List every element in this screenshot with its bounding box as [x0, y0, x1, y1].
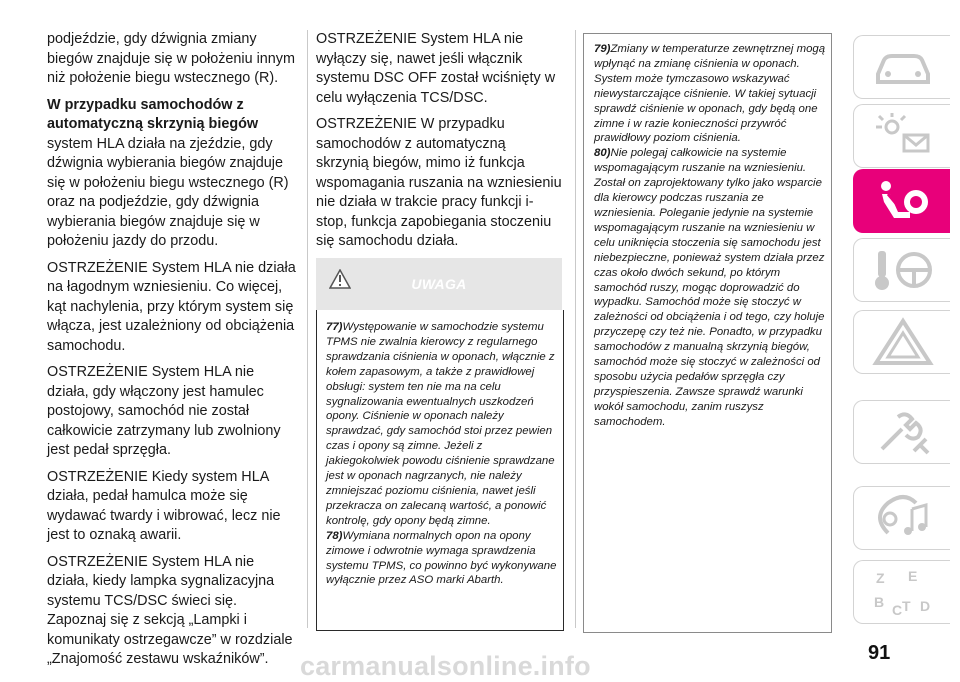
column-divider [575, 30, 576, 628]
index-letters-icon [868, 567, 938, 617]
warning-paragraph: OSTRZEŻENIE System HLA nie wyłączy się, nawet jeśli włącznik systemu DSC OFF został wciśnięty w celu wyłączenia TCS/DSC. [316, 31, 556, 106]
index-letter: T [902, 598, 911, 614]
warning-triangle-icon [868, 317, 938, 367]
car-icon [868, 42, 938, 92]
tab-emergency[interactable] [853, 310, 950, 374]
notes-box [583, 33, 832, 633]
note-number: 80) [594, 147, 611, 160]
column-2 [316, 30, 562, 259]
note-number: 78) [326, 529, 343, 542]
warning-paragraph: OSTRZEŻENIE W przypadku samochodów z automatyczną skrzynią biegów, mimo iż funkcja wspomagania ruszania na wzniesieniu nie działa w trakcie pracy funkcji i-stop, funkcja zapobiegania stoczeniu się samochodu działa. [316, 116, 562, 249]
caution-header [316, 258, 562, 310]
warning-paragraph: OSTRZEŻENIE System HLA nie działa na łagodnym wzniesieniu. Co więcej, kąt nachylenia, przy którym system się włącza, jest uzależniony od obciążenia samochodu. [47, 259, 296, 354]
column-1 [47, 30, 297, 677]
paragraph: system HLA działa na zjeździe, gdy dźwignia wybierania biegów znajduje się w położeniu biegu wstecznego (R) oraz na podjeździe, gdy dźwignia wybierania biegów znajduje się w położeniu jazdy do przodu. [47, 135, 289, 249]
note-text: Nie polegaj całkowicie na systemie wspomagającym ruszanie na wzniesieniu. Został on zaprojektowany tylko jako wsparcie dla kierowcy podczas ruszania ze wzniesienia. Poleganie jedynie na systemie wspomagającym ruszanie na wzniesieniu w celu uniknięcia stoczenia się samochodu jest niebezpieczne, ponieważ system działa przez czas około dwóch sekund, po którym samochód ruszy, mogąc doprowadzić do wypadku. Samochód może się stoczyć w zależności od obciążenia i od tego, czy holuje przyczepę czy też nie. Ponadto, w przypadku samochodów z manualną skrzynią biegów, samochód może się stoczyć w zależności od sposobu użycia pedałów sprzęgła czy przyspieszenia. Zawsze sprawdź warunki wokół samochodu, zanim ruszysz samochodem. [594, 147, 825, 428]
tab-maintenance[interactable] [853, 400, 950, 464]
page-number: 91 [868, 642, 891, 664]
note-78 [326, 529, 558, 589]
tab-multimedia[interactable] [853, 486, 950, 550]
index-letter: C [892, 602, 903, 617]
dashboard-lights-icon [868, 111, 938, 161]
index-letter: B [874, 594, 885, 610]
warning-paragraph: OSTRZEŻENIE System HLA nie działa, kiedy lampka sygnalizacyjna systemu TCS/DSC świeci się. Zapoznaj się z sekcją „Lampki i komunikaty ostrzegawcze” w rozdziale „Znajomość zestawu wskaźników”. [47, 553, 293, 667]
note-text: Zmiany w temperaturze zewnętrznej mogą wpłynąć na zmianę ciśnienia w oponach. System może tymczasowo wskazywać niewystarczające ciśnienie. W takiej sytuacji sprawdź ciśnienie w oponach, gdy będą one zimne i w razie konieczności przywróć prawidłowy poziom ciśnienia. [594, 43, 826, 145]
tab-dashboard[interactable] [853, 104, 950, 168]
note-number: 79) [594, 43, 611, 55]
key-steering-icon [868, 245, 938, 295]
tab-start-driving[interactable] [853, 238, 950, 302]
tab-car[interactable] [853, 35, 950, 99]
note-79 [594, 42, 826, 146]
warning-paragraph: OSTRZEŻENIE Kiedy system HLA działa, pedał hamulca może się wydawać twardy i wibrować, lecz nie jest to oznaką awarii. [47, 468, 281, 543]
note-text: Występowanie w samochodzie systemu TPMS nie zwalnia kierowcy z regularnego sprawdzania ciśnienia w oponach, włącznie z kołem zapasowym, a także z prawidłowej obsługi: system ten nie ma na celu sygnalizowania ewentualnych uszkodzeń opony. Ciśnienie w oponach należy sprawdzać, gdy samochód stoi przez pewien czas i opony są zimne. Jeżeli z jakiegokolwiek powodu ciśnienie sprawdzane jest w oponach nagrzanych, nie należy zmniejszać poziomu ciśnienia, nawet jeśli przekracza on zalecaną wartość, a ponowić kontrolę, gdy opony będą zimne. [326, 321, 555, 527]
caution-box [316, 310, 564, 631]
airbag-icon [868, 176, 938, 226]
tab-safety[interactable] [853, 169, 950, 233]
caution-title: UWAGA [411, 276, 467, 292]
tab-index[interactable] [853, 560, 950, 624]
multimedia-icon [868, 493, 938, 543]
section-heading: W przypadku samochodów z automatyczną skrzynią biegów [47, 96, 259, 132]
paragraph: podjeździe, gdy dźwignia zmiany biegów znajduje się w położeniu innym niż położenie biegu wstecznego (R). [47, 31, 295, 86]
index-letter: E [908, 568, 918, 584]
note-77 [326, 320, 558, 529]
note-80 [594, 146, 826, 429]
index-letter: Z [876, 570, 885, 586]
note-text: Wymiana normalnych opon na opony zimowe i odwrotnie wymaga sprawdzenia systemu TPMS, co powinno być wykonywane wyłącznie przez ASO marki Abarth. [326, 529, 557, 587]
column-divider [307, 30, 308, 628]
watermark: carmanualsonline.info [300, 651, 591, 681]
warning-paragraph: OSTRZEŻENIE System HLA nie działa, gdy włączony jest hamulec postojowy, samochód nie został całkowicie zatrzymany lub zwolniony jest pedał sprzęgła. [47, 364, 281, 458]
note-number: 77) [326, 321, 343, 333]
tools-icon [868, 407, 938, 457]
index-letter: D [920, 598, 931, 614]
